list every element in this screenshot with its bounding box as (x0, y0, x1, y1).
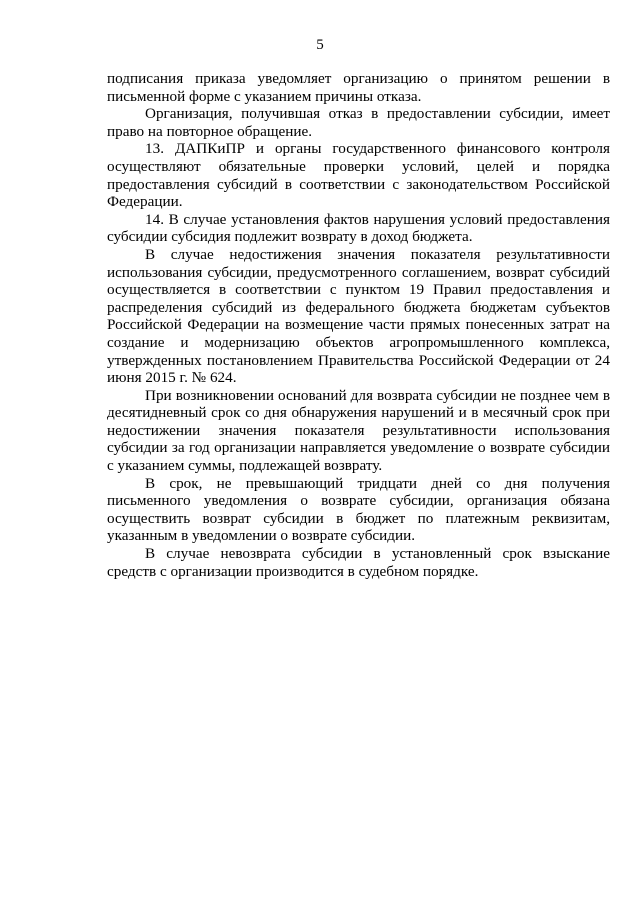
paragraph-continuation: подписания приказа уведомляет организацию о принятом решении в письменной форме с указанием причины отказа. (107, 70, 610, 105)
paragraph-performance-indicator: В случае недостижения значения показателя результативности использования субсидии, предусмотренного соглашением, возврат субсидий осуществляется в соответствии с пунктом 19 Правил предоставления и распределения субсидий из федерального бюджета бюджетам субъектов Российской Федерации на возмещение части прямых понесенных затрат на создание и модернизацию объектов агропромышленного комплекса, утвержденных постановлением Правительства Российской Федерации от 24 июня 2015 г. № 624. (107, 245, 610, 387)
paragraph-13-inspections: 13. ДАПКиПР и органы государственного финансового контроля осуществляют обязательные проверки условий, целей и порядка предоставления субсидий в соответствии с законодательством Российской Федерации. (107, 140, 610, 211)
paragraph-repeat-application: Организация, получившая отказ в предоставлении субсидии, имеет право на повторное обращение. (107, 105, 610, 140)
paragraph-refund-deadline: В срок, не превышающий тридцати дней со дня получения письменного уведомления о возврате субсидии, организация обязана осуществить возврат субсидии в бюджет по платежным реквизитам, указанным в уведомлении о возврате субсидии. (107, 474, 610, 545)
paragraph-refund-notice: При возникновении оснований для возврата субсидии не позднее чем в десятидневный срок со дня обнаружения нарушений и в месячный срок при недостижении значения показателя результативности использования субсидии за год организации направляется уведомление о возврате субсидии с указанием суммы, подлежащей возврату. (107, 386, 610, 475)
document-body (107, 70, 610, 580)
paragraph-court-recovery: В случае невозврата субсидии в установленный срок взыскание средств с организации производится в судебном порядке. (107, 545, 610, 580)
paragraph-14-refund: 14. В случае установления фактов нарушения условий предоставления субсидии субсидия подлежит возврату в доход бюджета. (107, 210, 610, 246)
page-number: 5 (316, 37, 324, 53)
